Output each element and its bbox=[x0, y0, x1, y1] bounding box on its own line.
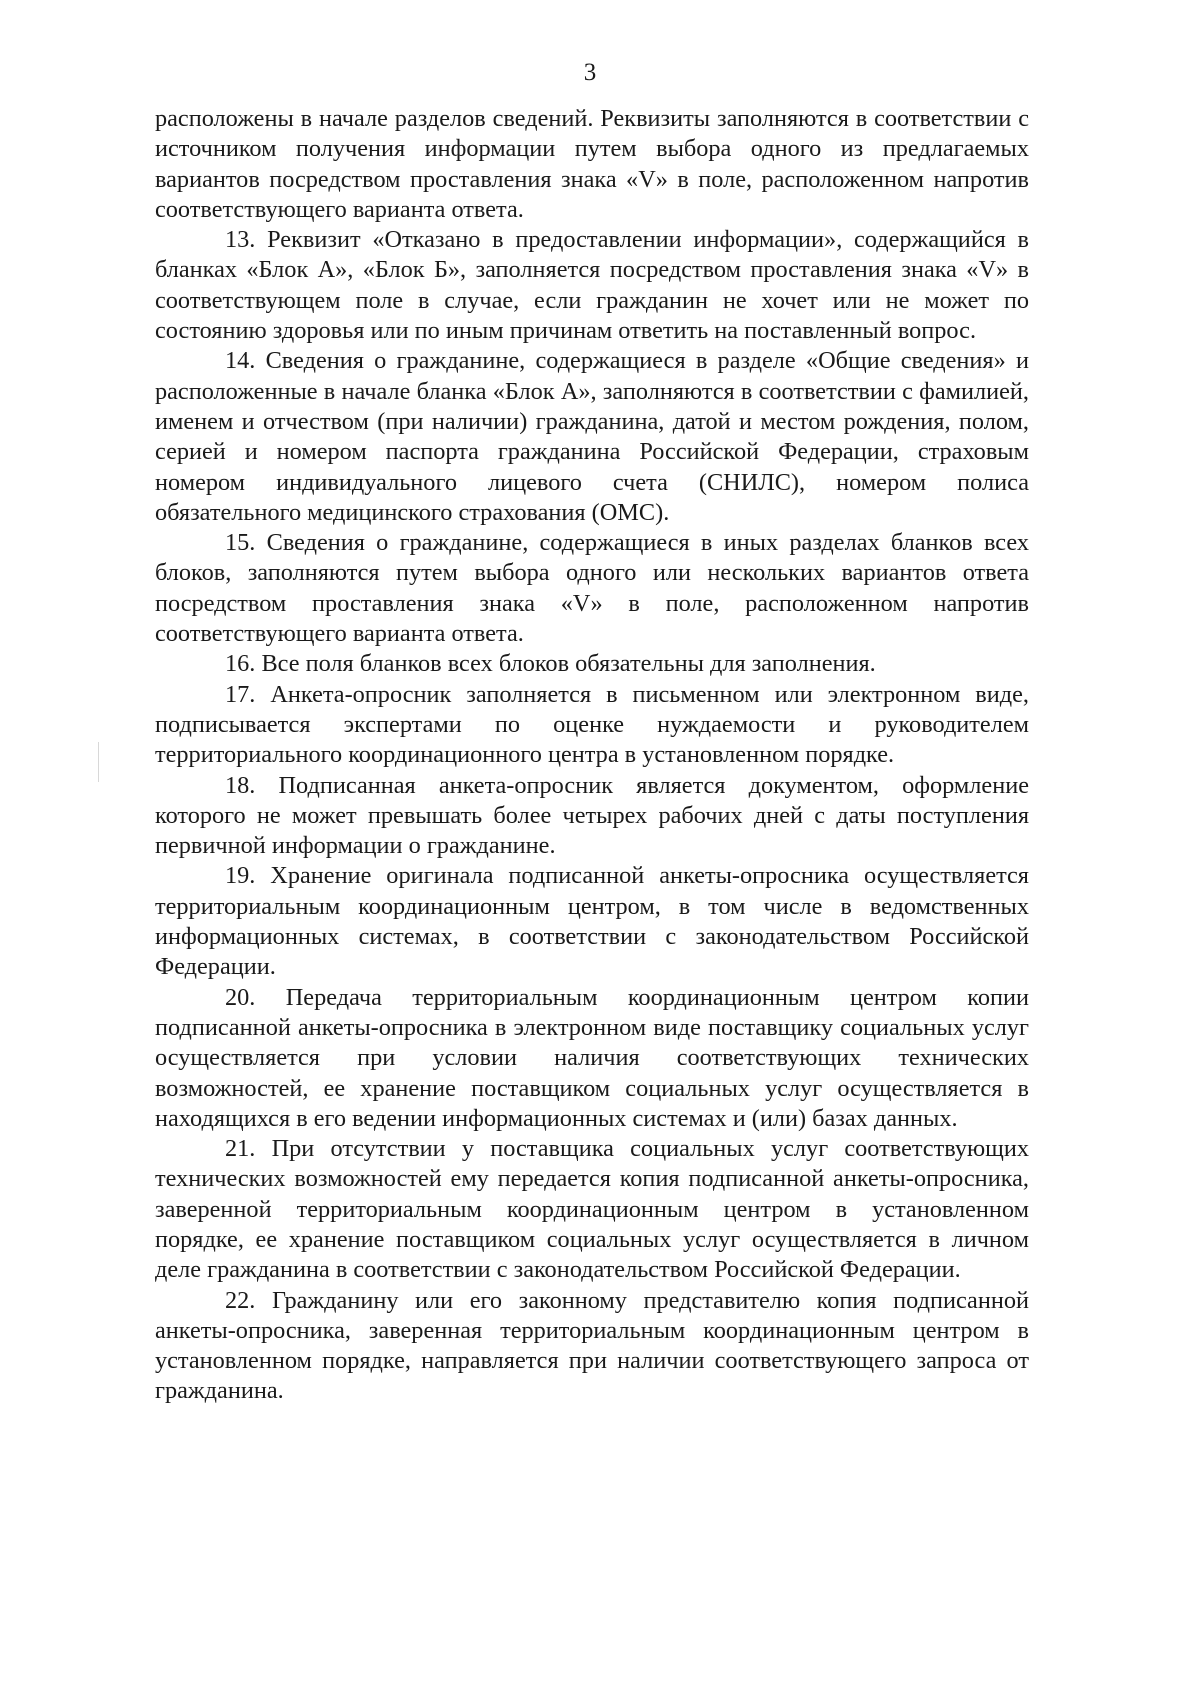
page-number: 3 bbox=[583, 59, 597, 86]
paragraph-20: 20. Передача территориальным координационным центром копии подписанной анкеты-опросника в электронном виде поставщику социальных услуг осуществляется при условии наличия соответствующих технических возможностей, ее хранение поставщиком социальных услуг осуществляется в находящихся в его ведении информационных системах и (или) базах данных. bbox=[155, 983, 1029, 1132]
paragraph-16: 16. Все поля бланков всех блоков обязательны для заполнения. bbox=[225, 650, 876, 678]
document-body bbox=[155, 104, 1029, 1407]
paragraph-continuation: расположены в начале разделов сведений. Реквизиты заполняются в соответствии с источником получения информации путем выбора одного из предлагаемых вариантов посредством проставления знака «V» в поле, расположенном напротив соответствующего варианта ответа. bbox=[155, 105, 1029, 223]
paragraph-19: 19. Хранение оригинала подписанной анкеты-опросника осуществляется территориальным координационным центром, в том числе в ведомственных информационных системах, в соответствии с законодательством Российской Федерации. bbox=[155, 862, 1029, 981]
paragraph-17: 17. Анкета-опросник заполняется в письменном или электронном виде, подписывается экспертами по оценке нуждаемости и руководителем территориального координационного центра в установленном порядке. bbox=[155, 680, 1029, 769]
scan-margin-mark bbox=[98, 742, 99, 782]
paragraph-18: 18. Подписанная анкета-опросник является документом, оформление которого не может превышать более четырех рабочих дней с даты поступления первичной информации о гражданине. bbox=[155, 771, 1029, 860]
paragraph-21: 21. При отсутствии у поставщика социальных услуг соответствующих технических возможностей ему передается копия подписанной анкеты-опросника, заверенной территориальным координационным центром в установленном порядке, ее хранение поставщиком социальных услуг осуществляется в личном деле гражданина в соответствии с законодательством Российской Федерации. bbox=[155, 1135, 1029, 1284]
paragraph-22: 22. Гражданину или его законному представителю копия подписанной анкеты-опросника, заверенная территориальным координационным центром в установленном порядке, направляется при наличии соответствующего запроса от гражданина. bbox=[155, 1286, 1029, 1405]
paragraph-15: 15. Сведения о гражданине, содержащиеся в иных разделах бланков всех блоков, заполняются путем выбора одного или нескольких вариантов ответа посредством проставления знака «V» в поле, расположенном напротив соответствующего варианта ответа. bbox=[155, 529, 1029, 648]
paragraph-14: 14. Сведения о гражданине, содержащиеся в разделе «Общие сведения» и расположенные в начале бланка «Блок А», заполняются в соответствии с фамилией, именем и отчеством (при наличии) гражданина, датой и местом рождения, полом, серией и номером паспорта гражданина Российской Федерации, страховым номером индивидуального лицевого счета (СНИЛС), номером полиса обязательного медицинского страхования (ОМС). bbox=[155, 347, 1029, 526]
paragraph-13: 13. Реквизит «Отказано в предоставлении информации», содержащийся в бланках «Блок А», «Блок Б», заполняется посредством проставления знака «V» в соответствующем поле в случае, если гражданин не хочет или не может по состоянию здоровья или по иным причинам ответить на поставленный вопрос. bbox=[155, 226, 1029, 345]
